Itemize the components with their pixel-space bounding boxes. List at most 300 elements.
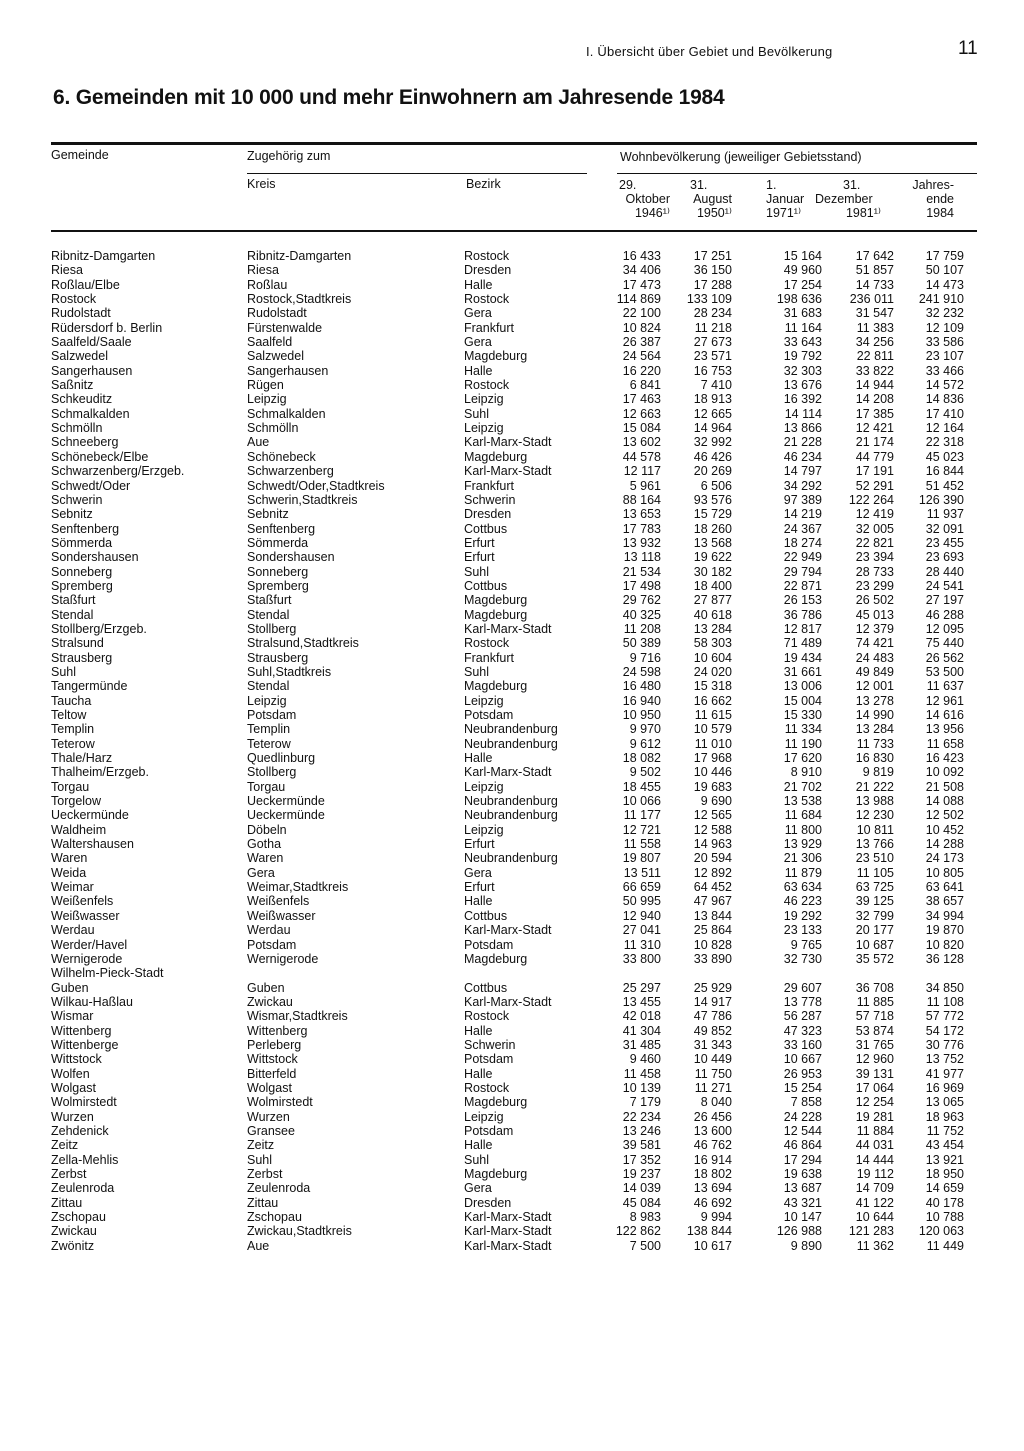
cell-gemeinde: Waltershausen: [51, 837, 134, 852]
cell-kreis: Schwerin,Stadtkreis: [247, 492, 358, 507]
cell-1950: 36 150: [693, 263, 732, 278]
cell-1981: 14 733: [855, 277, 894, 292]
cell-1981: 32 799: [855, 908, 894, 923]
cell-bezirk: Cottbus: [464, 980, 508, 995]
cell-1981: 32 005: [855, 521, 894, 536]
cell-kreis: Sangerhausen: [247, 363, 329, 378]
cell-1971: 26 153: [783, 593, 822, 608]
cell-1950: 26 456: [693, 1109, 732, 1124]
cell-1950: 10 604: [693, 650, 732, 665]
cell-1984: 12 961: [925, 693, 964, 708]
table-row: [0, 550, 1024, 564]
cell-1950: 133 109: [686, 292, 732, 307]
cell-1971: 13 538: [783, 794, 822, 809]
cell-1950: 18 400: [693, 578, 732, 593]
cell-gemeinde: Salzwedel: [51, 349, 108, 364]
header-col3-line3: 1971¹⁾: [766, 206, 802, 220]
cell-1946: 10 950: [622, 708, 661, 722]
cell-1981: 12 001: [855, 679, 894, 694]
cell-1971: 16 392: [783, 392, 822, 407]
header-col5-line1: Jahres-: [912, 178, 954, 192]
cell-1946: 16 433: [622, 249, 661, 263]
cell-1950: 58 303: [693, 636, 732, 651]
cell-1946: 6 841: [629, 378, 661, 393]
cell-bezirk: Leipzig: [464, 392, 504, 407]
cell-1981: 17 385: [855, 406, 894, 421]
cell-gemeinde: Wolfen: [51, 1066, 90, 1081]
table-row: [0, 737, 1024, 751]
table-row: [0, 1024, 1024, 1038]
cell-kreis: Rostock,Stadtkreis: [247, 292, 352, 307]
cell-1946: 41 304: [622, 1023, 661, 1038]
cell-1950: 46 762: [693, 1138, 732, 1153]
cell-1981: 16 830: [855, 751, 894, 766]
cell-kreis: Saalfeld: [247, 335, 293, 350]
cell-kreis: Roßlau: [247, 277, 288, 292]
table-header-bottom-rule: [51, 230, 977, 232]
cell-bezirk: Cottbus: [464, 908, 508, 923]
cell-1971: 11 684: [784, 808, 822, 823]
cell-1984: 18 950: [925, 1167, 964, 1181]
table-row: [0, 995, 1024, 1009]
cell-1984: 11 658: [926, 736, 964, 751]
cell-gemeinde: Schmalkalden: [51, 406, 130, 421]
cell-kreis: Sebnitz: [247, 507, 289, 522]
cell-1950: 8 040: [700, 1095, 732, 1110]
table-row: [0, 378, 1024, 392]
cell-1981: 41 122: [855, 1195, 894, 1210]
cell-1971: 33 643: [783, 335, 822, 350]
cell-bezirk: Frankfurt: [464, 478, 515, 493]
cell-1981: 11 884: [856, 1123, 894, 1138]
cell-1971: 36 786: [783, 607, 822, 622]
table-row: [0, 708, 1024, 722]
cell-bezirk: Leipzig: [464, 822, 504, 837]
cell-1981: 24 483: [855, 650, 894, 665]
cell-kreis: Sondershausen: [247, 550, 335, 565]
table-row: [0, 1196, 1024, 1210]
cell-1984: 24 541: [925, 578, 964, 593]
table-row: [0, 665, 1024, 679]
cell-1946: 16 480: [622, 679, 661, 694]
cell-kreis: Rudolstadt: [247, 306, 307, 321]
cell-1981: 35 572: [855, 951, 894, 966]
cell-1950: 10 446: [693, 765, 732, 780]
table-row: [0, 1167, 1024, 1181]
cell-1971: 13 778: [783, 994, 822, 1009]
cell-1971: 19 638: [783, 1167, 822, 1181]
cell-kreis: Wittenberg: [247, 1023, 308, 1038]
cell-1984: 26 562: [925, 650, 964, 665]
cell-1984: 12 109: [925, 320, 964, 335]
cell-1950: 17 968: [693, 751, 732, 766]
cell-1984: 18 963: [925, 1109, 964, 1124]
cell-1984: 33 586: [925, 335, 964, 350]
cell-gemeinde: Wittstock: [51, 1052, 102, 1067]
cell-gemeinde: Staßfurt: [51, 593, 96, 608]
table-row: [0, 981, 1024, 995]
header-col2-line1: 31.: [690, 178, 708, 192]
cell-1984: 126 390: [918, 492, 964, 507]
cell-1946: 114 869: [616, 292, 661, 307]
cell-1950: 27 877: [693, 593, 732, 608]
cell-kreis: Wismar,Stadtkreis: [247, 1009, 348, 1024]
table-row: [0, 1081, 1024, 1095]
cell-1984: 57 772: [925, 1009, 964, 1024]
cell-kreis: Guben: [247, 980, 285, 995]
cell-bezirk: Frankfurt: [464, 650, 515, 665]
cell-1971: 11 190: [784, 736, 822, 751]
cell-kreis: Ueckermünde: [247, 808, 325, 823]
cell-bezirk: Potsdam: [464, 1052, 514, 1067]
cell-1950: 47 967: [693, 894, 732, 909]
cell-1946: 12 940: [622, 908, 661, 923]
cell-1946: 13 246: [622, 1123, 661, 1138]
cell-1950: 14 963: [693, 837, 732, 852]
cell-1946: 17 352: [622, 1152, 661, 1167]
cell-1981: 31 765: [855, 1037, 894, 1052]
cell-kreis: Ueckermünde: [247, 794, 325, 809]
cell-bezirk: Dresden: [464, 263, 512, 278]
cell-1950: 11 615: [694, 708, 732, 722]
cell-kreis: Wurzen: [247, 1109, 290, 1124]
cell-1946: 22 234: [622, 1109, 661, 1124]
cell-1950: 20 269: [693, 464, 732, 479]
cell-1950: 15 729: [693, 507, 732, 522]
cell-1971: 11 164: [784, 320, 822, 335]
cell-1946: 25 297: [622, 980, 661, 995]
cell-1981: 17 064: [855, 1080, 894, 1095]
header-col5-line3: 1984: [926, 206, 954, 220]
cell-1950: 14 917: [693, 994, 732, 1009]
cell-kreis: Weimar,Stadtkreis: [247, 880, 349, 895]
cell-1984: 23 693: [925, 550, 964, 565]
cell-1981: 74 421: [855, 636, 894, 651]
cell-1981: 11 105: [856, 865, 894, 880]
table-row: [0, 636, 1024, 650]
cell-1946: 50 389: [622, 636, 661, 651]
cell-1946: 29 762: [622, 593, 661, 608]
cell-kreis: Gransee: [247, 1123, 295, 1138]
cell-1950: 13 600: [693, 1123, 732, 1138]
cell-kreis: Rügen: [247, 378, 284, 393]
cell-gemeinde: Saßnitz: [51, 378, 94, 393]
cell-1971: 43 321: [783, 1195, 822, 1210]
header-col1-line3: 1946¹⁾: [634, 206, 670, 220]
cell-bezirk: Rostock: [464, 1009, 510, 1024]
cell-gemeinde: Templin: [51, 722, 95, 737]
cell-1950: 11 750: [694, 1066, 732, 1081]
cell-gemeinde: Schkeuditz: [51, 392, 113, 407]
cell-kreis: Potsdam: [247, 937, 297, 952]
cell-1950: 10 828: [693, 937, 732, 952]
cell-1981: 44 779: [855, 449, 894, 464]
cell-bezirk: Neubrandenburg: [464, 808, 558, 823]
table-row: [0, 278, 1024, 292]
cell-bezirk: Schwerin: [464, 1037, 516, 1052]
cell-kreis: Stollberg: [247, 765, 297, 780]
cell-1981: 34 256: [855, 335, 894, 350]
header-col5-line2: ende: [926, 192, 954, 206]
cell-1946: 7 500: [629, 1238, 661, 1253]
cell-bezirk: Erfurt: [464, 880, 495, 895]
cell-1950: 11 271: [694, 1080, 732, 1095]
cell-1984: 75 440: [925, 636, 964, 651]
cell-1971: 31 661: [783, 664, 822, 679]
cell-1971: 11 334: [784, 722, 822, 737]
cell-1950: 28 234: [693, 306, 732, 321]
table-row: [0, 263, 1024, 277]
cell-kreis: Stendal: [247, 679, 290, 694]
cell-1950: 47 786: [693, 1009, 732, 1024]
cell-1981: 53 874: [855, 1023, 894, 1038]
cell-gemeinde: Torgau: [51, 779, 90, 794]
table-row: [0, 1095, 1024, 1109]
cell-gemeinde: Suhl: [51, 664, 77, 679]
table-row: [0, 909, 1024, 923]
cell-gemeinde: Sangerhausen: [51, 363, 133, 378]
cell-gemeinde: Taucha: [51, 693, 92, 708]
header-col1-line2: Oktober: [625, 192, 670, 206]
cell-1984: 11 108: [926, 994, 964, 1009]
cell-1971: 18 274: [783, 535, 822, 550]
cell-bezirk: Rostock: [464, 636, 510, 651]
cell-1981: 22 821: [855, 535, 894, 550]
cell-1971: 15 004: [783, 693, 822, 708]
cell-1981: 26 502: [855, 593, 894, 608]
cell-bezirk: Suhl: [464, 406, 490, 421]
cell-1971: 13 929: [783, 837, 822, 852]
cell-bezirk: Gera: [464, 1181, 492, 1196]
cell-1981: 12 230: [855, 808, 894, 823]
table-row: [0, 722, 1024, 736]
cell-1950: 64 452: [693, 880, 732, 895]
table-row: [0, 349, 1024, 363]
header-zugehoerig: Zugehörig zum: [247, 149, 331, 163]
cell-1946: 17 473: [622, 277, 661, 292]
cell-1946: 88 164: [622, 492, 661, 507]
table-row: [0, 421, 1024, 435]
cell-1971: 31 683: [783, 306, 822, 321]
cell-gemeinde: Wolmirstedt: [51, 1095, 117, 1110]
table-row: [0, 335, 1024, 349]
cell-kreis: Leipzig: [247, 693, 287, 708]
cell-1971: 9 890: [790, 1238, 822, 1253]
cell-1981: 28 733: [855, 564, 894, 579]
cell-bezirk: Gera: [464, 335, 492, 350]
cell-kreis: Senftenberg: [247, 521, 316, 536]
cell-bezirk: Karl-Marx-Stadt: [464, 923, 552, 938]
cell-1950: 40 618: [693, 607, 732, 622]
cell-gemeinde: Senftenberg: [51, 521, 120, 536]
cell-kreis: Schwarzenberg: [247, 464, 334, 479]
cell-gemeinde: Schmölln: [51, 421, 103, 436]
table-row: [0, 364, 1024, 378]
table-row: [0, 866, 1024, 880]
cell-1946: 22 100: [622, 306, 661, 321]
cell-1950: 6 506: [700, 478, 732, 493]
cell-1984: 17 410: [925, 406, 964, 421]
cell-1981: 13 284: [855, 722, 894, 737]
cell-1946: 8 983: [629, 1210, 661, 1225]
cell-1984: 14 288: [925, 837, 964, 852]
cell-1971: 198 636: [776, 292, 822, 307]
cell-kreis: Templin: [247, 722, 291, 737]
table-row: [0, 751, 1024, 765]
cell-1981: 10 687: [855, 937, 894, 952]
cell-bezirk: Magdeburg: [464, 1095, 528, 1110]
cell-bezirk: Erfurt: [464, 535, 495, 550]
cell-1984: 27 197: [925, 593, 964, 608]
cell-1984: 11 637: [926, 679, 964, 694]
cell-1950: 13 844: [693, 908, 732, 923]
cell-bezirk: Leipzig: [464, 421, 504, 436]
cell-kreis: Zschopau: [247, 1210, 302, 1225]
cell-kreis: Teterow: [247, 736, 291, 751]
table-row: [0, 392, 1024, 406]
cell-bezirk: Karl-Marx-Stadt: [464, 435, 552, 450]
cell-1984: 63 641: [925, 880, 964, 895]
cell-1981: 19 112: [856, 1167, 894, 1181]
cell-1950: 25 929: [693, 980, 732, 995]
table-row: [0, 622, 1024, 636]
table-row: [0, 479, 1024, 493]
cell-1950: 13 694: [693, 1181, 732, 1196]
cell-gemeinde: Teltow: [51, 708, 87, 722]
cell-kreis: Aue: [247, 1238, 270, 1253]
cell-1981: 9 819: [862, 765, 894, 780]
table-row: [0, 894, 1024, 908]
cell-kreis: Sömmerda: [247, 535, 309, 550]
cell-gemeinde: Waren: [51, 851, 88, 866]
cell-1984: 24 173: [925, 851, 964, 866]
cell-1984: 241 910: [918, 292, 964, 307]
table-row: [0, 407, 1024, 421]
cell-1971: 10 667: [783, 1052, 822, 1067]
cell-1984: 120 063: [918, 1224, 964, 1239]
cell-1984: 30 776: [925, 1037, 964, 1052]
cell-1946: 13 932: [622, 535, 661, 550]
cell-1981: 14 444: [855, 1152, 894, 1167]
header-col3-line2: Januar: [766, 192, 805, 206]
cell-gemeinde: Weißwasser: [51, 908, 120, 923]
cell-bezirk: Erfurt: [464, 550, 495, 565]
table-row: [0, 565, 1024, 579]
cell-1981: 12 421: [855, 421, 894, 436]
cell-1946: 18 082: [622, 751, 661, 766]
cell-1950: 17 251: [693, 249, 732, 263]
cell-kreis: Zerbst: [247, 1167, 283, 1181]
cell-kreis: Wittstock: [247, 1052, 298, 1067]
header-col3-line1: 1.: [766, 178, 777, 192]
cell-kreis: Staßfurt: [247, 593, 292, 608]
cell-1946: 27 041: [622, 923, 661, 938]
cell-1946: 16 940: [622, 693, 661, 708]
cell-1946: 15 084: [622, 421, 661, 436]
table-top-rule: [51, 142, 977, 145]
cell-1971: 13 687: [783, 1181, 822, 1196]
table-row: [0, 536, 1024, 550]
table-row: [0, 952, 1024, 966]
cell-kreis: Stralsund,Stadtkreis: [247, 636, 359, 651]
cell-1946: 11 208: [623, 621, 661, 636]
cell-1971: 19 292: [783, 908, 822, 923]
cell-gemeinde: Teterow: [51, 736, 95, 751]
table-row: [0, 593, 1024, 607]
cell-1950: 27 673: [693, 335, 732, 350]
cell-1981: 39 131: [855, 1066, 894, 1081]
table-row: [0, 1153, 1024, 1167]
cell-1984: 13 065: [925, 1095, 964, 1110]
cell-1984: 13 956: [925, 722, 964, 737]
cell-1971: 11 879: [784, 865, 822, 880]
cell-1950: 12 565: [693, 808, 732, 823]
cell-bezirk: Schwerin: [464, 492, 516, 507]
cell-bezirk: Halle: [464, 751, 493, 766]
cell-bezirk: Halle: [464, 1023, 493, 1038]
cell-bezirk: Halle: [464, 277, 493, 292]
cell-gemeinde: Wittenberge: [51, 1037, 119, 1052]
cell-bezirk: Rostock: [464, 1080, 510, 1095]
cell-bezirk: Karl-Marx-Stadt: [464, 1210, 552, 1225]
cell-kreis: Stollberg: [247, 621, 297, 636]
cell-bezirk: Magdeburg: [464, 679, 528, 694]
cell-1946: 50 995: [622, 894, 661, 909]
cell-1950: 24 020: [693, 664, 732, 679]
cell-1946: 21 534: [622, 564, 661, 579]
cell-bezirk: Rostock: [464, 249, 510, 263]
table-row: [0, 579, 1024, 593]
cell-gemeinde: Rüdersdorf b. Berlin: [51, 320, 163, 335]
cell-1984: 14 473: [925, 277, 964, 292]
cell-1984: 46 288: [925, 607, 964, 622]
cell-1981: 13 988: [855, 794, 894, 809]
cell-1971: 21 702: [783, 779, 822, 794]
header-col4-line2: Dezember: [815, 192, 873, 206]
table-row: [0, 880, 1024, 894]
table-row: [0, 1009, 1024, 1023]
cell-gemeinde: Tangermünde: [51, 679, 128, 694]
cell-bezirk: Cottbus: [464, 521, 508, 536]
cell-gemeinde: Zwönitz: [51, 1238, 95, 1253]
cell-1950: 11 218: [694, 320, 732, 335]
cell-kreis: Aue: [247, 435, 270, 450]
cell-1981: 57 718: [855, 1009, 894, 1024]
cell-1950: 32 992: [693, 435, 732, 450]
cell-1950: 23 571: [693, 349, 732, 364]
cell-1971: 71 489: [783, 636, 822, 651]
cell-1981: 31 547: [855, 306, 894, 321]
cell-1981: 122 264: [848, 492, 894, 507]
cell-1981: 49 849: [855, 664, 894, 679]
cell-kreis: Spremberg: [247, 578, 309, 593]
cell-kreis: Schmölln: [247, 421, 299, 436]
cell-1946: 26 387: [622, 335, 661, 350]
cell-bezirk: Neubrandenburg: [464, 794, 558, 809]
header-bezirk: Bezirk: [466, 177, 501, 191]
cell-1950: 13 284: [693, 621, 732, 636]
table-row: [0, 1138, 1024, 1152]
cell-1984: 10 092: [925, 765, 964, 780]
table-row: [0, 679, 1024, 693]
cell-gemeinde: Zeulenroda: [51, 1181, 115, 1196]
cell-bezirk: Suhl: [464, 564, 490, 579]
cell-1971: 14 797: [783, 464, 822, 479]
cell-kreis: Sonneberg: [247, 564, 309, 579]
cell-1950: 19 622: [693, 550, 732, 565]
cell-1981: 11 362: [856, 1238, 894, 1253]
cell-gemeinde: Thalheim/Erzgeb.: [51, 765, 149, 780]
